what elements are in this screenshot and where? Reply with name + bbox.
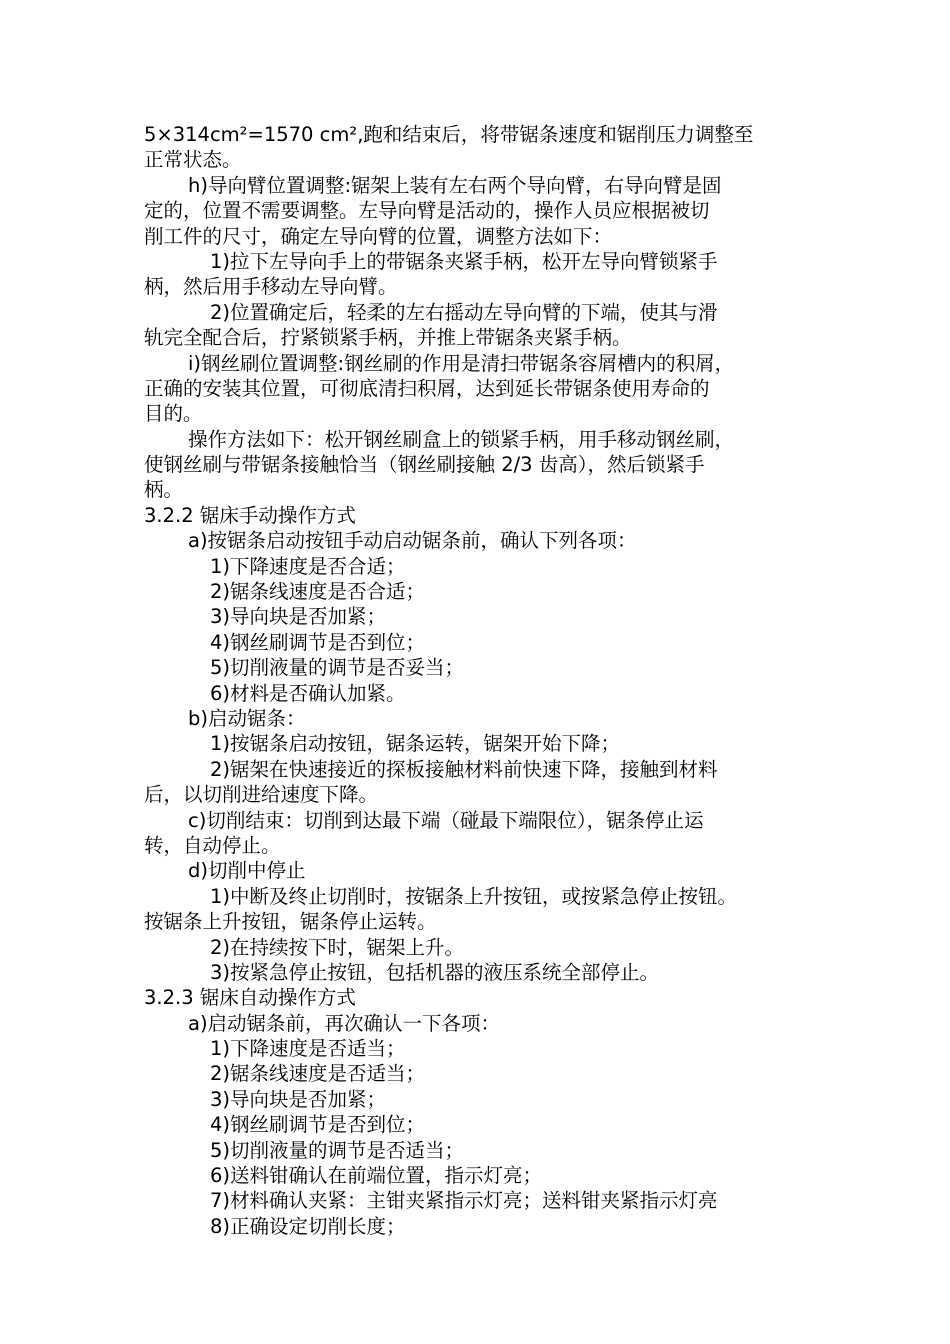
- text-line: 削工件的尺寸，确定左导向臂的位置，调整方法如下：: [144, 224, 613, 248]
- text-line: 定的，位置不需要调整。左导向臂是活动的，操作人员应根据被切: [144, 199, 710, 223]
- text-line: 使钢丝刷与带锯条接触恰当（钢丝刷接触 2/3 齿高），然后锁紧手: [144, 453, 705, 477]
- text-line: 1)下降速度是否合适；: [210, 554, 406, 578]
- text-line: a)按锯条启动按钮手动启动锯条前，确认下列各项：: [188, 529, 637, 553]
- text-line: 3)导向块是否加紧；: [210, 1087, 387, 1111]
- text-line: 6)送料钳确认在前端位置，指示灯亮；: [210, 1164, 543, 1188]
- text-line: 2)锯条线速度是否合适；: [210, 580, 426, 604]
- text-line: d)切削中停止: [188, 859, 306, 883]
- text-line: 3)导向块是否加紧；: [210, 605, 387, 629]
- text-line: 轨完全配合后，拧紧锁紧手柄，并推上带锯条夹紧手柄。: [144, 326, 632, 350]
- text-line: 正常状态。: [144, 148, 242, 172]
- text-line: c)切削结束：切削到达最下端（碰最下端限位），锯条停止运: [188, 808, 704, 832]
- text-line: 1)下降速度是否适当；: [210, 1037, 406, 1061]
- text-line: 转，自动停止。: [144, 833, 281, 857]
- text-line: 2)位置确定后，轻柔的左右摇动左导向臂的下端，使其与滑: [210, 300, 718, 324]
- text-line: h)导向臂位置调整:锯架上装有左右两个导向臂，右导向臂是固: [188, 173, 722, 197]
- text-line: 5)切削液量的调节是否妥当；: [210, 656, 465, 680]
- text-line: 8)正确设定切削长度；: [210, 1214, 406, 1238]
- text-line: 1)拉下左导向手上的带锯条夹紧手柄，松开左导向臂锁紧手: [210, 249, 718, 273]
- text-line: 3.2.3 锯床自动操作方式: [144, 986, 356, 1010]
- text-line: 柄，然后用手移动左导向臂。: [144, 275, 398, 299]
- text-line: 2)锯条线速度是否适当；: [210, 1062, 426, 1086]
- text-line: 按锯条上升按钮，锯条停止运转。: [144, 910, 437, 934]
- text-line: 7)材料确认夹紧：主钳夹紧指示灯亮；送料钳夹紧指示灯亮: [210, 1189, 718, 1213]
- text-line: 6)材料是否确认加紧。: [210, 681, 406, 705]
- text-line: 后，以切削进给速度下降。: [144, 783, 379, 807]
- text-line: 1)按锯条启动按钮，锯条运转，锯架开始下降；: [210, 732, 621, 756]
- text-line: 5×314cm²=1570 cm²,跑和结束后，将带锯条速度和锯削压力调整至: [144, 123, 754, 146]
- text-line: a)启动锯条前，再次确认一下各项：: [188, 1011, 501, 1035]
- text-line: 2)在持续按下时，锯架上升。: [210, 935, 465, 959]
- text-line: i)钢丝刷位置调整:钢丝刷的作用是清扫带锯条容屑槽内的积屑，: [188, 351, 735, 375]
- text-line: 1)中断及终止切削时，按锯条上升按钮，或按紧急停止按钮。: [210, 884, 738, 908]
- text-line: 操作方法如下：松开钢丝刷盒上的锁紧手柄，用手移动钢丝刷，: [188, 427, 735, 451]
- text-line: 4)钢丝刷调节是否到位；: [210, 630, 426, 654]
- text-line: 3.2.2 锯床手动操作方式: [144, 503, 356, 527]
- text-line: 正确的安装其位置，可彻底清扫积屑，达到延长带锯条使用寿命的: [144, 376, 710, 400]
- text-line: 2)锯架在快速接近的探板接触材料前快速下降，接触到材料: [210, 757, 718, 781]
- text-line: 3)按紧急停止按钮，包括机器的液压系统全部停止。: [210, 960, 660, 984]
- text-line: 柄。: [144, 478, 184, 502]
- text-line: b)启动锯条：: [188, 706, 306, 730]
- document-body: [144, 122, 814, 1239]
- text-line: 目的。: [144, 402, 203, 426]
- text-line: 4)钢丝刷调节是否到位；: [210, 1113, 426, 1137]
- text-line: 5)切削液量的调节是否适当；: [210, 1138, 465, 1162]
